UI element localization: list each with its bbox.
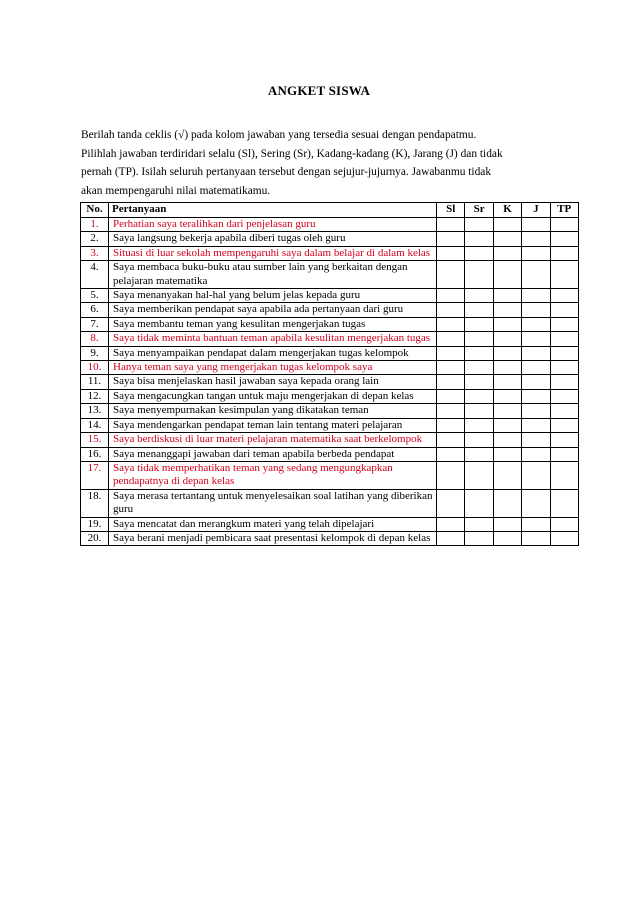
answer-cell-j[interactable] xyxy=(522,517,550,531)
answer-cell-sr[interactable] xyxy=(465,489,493,517)
answer-cell-tp[interactable] xyxy=(550,489,578,517)
answer-cell-k[interactable] xyxy=(493,447,521,461)
row-number: 2. xyxy=(81,232,109,246)
answer-cell-sr[interactable] xyxy=(465,433,493,447)
answer-cell-sr[interactable] xyxy=(465,389,493,403)
answer-cell-j[interactable] xyxy=(522,404,550,418)
answer-cell-k[interactable] xyxy=(493,517,521,531)
question-text: Saya memberikan pendapat saya apabila ada pertanyaan dari guru xyxy=(109,303,437,317)
answer-cell-sl[interactable] xyxy=(437,433,465,447)
answer-cell-j[interactable] xyxy=(522,317,550,331)
answer-cell-sl[interactable] xyxy=(437,317,465,331)
row-number: 12. xyxy=(81,389,109,403)
answer-cell-sr[interactable] xyxy=(465,418,493,432)
answer-cell-k[interactable] xyxy=(493,289,521,303)
answer-cell-sr[interactable] xyxy=(465,447,493,461)
question-text: Saya menyampaikan pendapat dalam mengerjakan tugas kelompok xyxy=(109,346,437,360)
answer-cell-k[interactable] xyxy=(493,489,521,517)
answer-cell-tp[interactable] xyxy=(550,289,578,303)
answer-cell-j[interactable] xyxy=(522,375,550,389)
answer-cell-j[interactable] xyxy=(522,261,550,289)
answer-cell-tp[interactable] xyxy=(550,517,578,531)
header-k: K xyxy=(493,203,521,218)
answer-cell-sl[interactable] xyxy=(437,303,465,317)
answer-cell-sl[interactable] xyxy=(437,332,465,346)
answer-cell-sl[interactable] xyxy=(437,218,465,232)
row-number: 6. xyxy=(81,303,109,317)
answer-cell-k[interactable] xyxy=(493,332,521,346)
answer-cell-j[interactable] xyxy=(522,246,550,260)
answer-cell-tp[interactable] xyxy=(550,261,578,289)
question-text: Saya menanyakan hal-hal yang belum jelas kepada guru xyxy=(109,289,437,303)
table-row xyxy=(81,346,579,360)
question-text: Hanya teman saya yang mengerjakan tugas kelompok saya xyxy=(109,361,437,375)
row-number: 3. xyxy=(81,246,109,260)
answer-cell-j[interactable] xyxy=(522,289,550,303)
answer-cell-sl[interactable] xyxy=(437,461,465,489)
row-number: 13. xyxy=(81,404,109,418)
row-number: 10. xyxy=(81,361,109,375)
answer-cell-k[interactable] xyxy=(493,232,521,246)
table-row xyxy=(81,303,579,317)
answer-cell-tp[interactable] xyxy=(550,346,578,360)
answer-cell-j[interactable] xyxy=(522,361,550,375)
answer-cell-k[interactable] xyxy=(493,317,521,331)
answer-cell-k[interactable] xyxy=(493,303,521,317)
table-row xyxy=(81,517,579,531)
answer-cell-j[interactable] xyxy=(522,218,550,232)
table-row xyxy=(81,232,579,246)
answer-cell-sr[interactable] xyxy=(465,232,493,246)
answer-cell-sr[interactable] xyxy=(465,332,493,346)
answer-cell-tp[interactable] xyxy=(550,418,578,432)
question-text: Situasi di luar sekolah mempengaruhi saya dalam belajar di dalam kelas xyxy=(109,246,437,260)
answer-cell-sr[interactable] xyxy=(465,461,493,489)
row-number: 17. xyxy=(81,461,109,489)
answer-cell-sr[interactable] xyxy=(465,404,493,418)
answer-cell-j[interactable] xyxy=(522,461,550,489)
table-row xyxy=(81,289,579,303)
row-number: 20. xyxy=(81,531,109,545)
instructions-line-4: akan mempengaruhi nilai matematikamu. xyxy=(81,184,271,197)
header-sr: Sr xyxy=(465,203,493,218)
answer-cell-k[interactable] xyxy=(493,218,521,232)
answer-cell-sr[interactable] xyxy=(465,317,493,331)
answer-cell-sr[interactable] xyxy=(465,218,493,232)
answer-cell-sr[interactable] xyxy=(465,246,493,260)
question-text: Saya membantu teman yang kesulitan mengerjakan tugas xyxy=(109,317,437,331)
answer-cell-sr[interactable] xyxy=(465,303,493,317)
header-sl: Sl xyxy=(437,203,465,218)
answer-cell-tp[interactable] xyxy=(550,232,578,246)
question-text: Perhatian saya teralihkan dari penjelasan guru xyxy=(109,218,437,232)
row-number: 8. xyxy=(81,332,109,346)
row-number: 14. xyxy=(81,418,109,432)
answer-cell-tp[interactable] xyxy=(550,404,578,418)
question-text: Saya membaca buku-buku atau sumber lain yang berkaitan dengan pelajaran matematika xyxy=(109,261,437,289)
answer-cell-tp[interactable] xyxy=(550,303,578,317)
answer-cell-tp[interactable] xyxy=(550,531,578,545)
row-number: 5. xyxy=(81,289,109,303)
table-row xyxy=(81,531,579,545)
answer-cell-sr[interactable] xyxy=(465,261,493,289)
answer-cell-sl[interactable] xyxy=(437,389,465,403)
question-text: Saya merasa tertantang untuk menyelesaikan soal latihan yang diberikan guru xyxy=(109,489,437,517)
answer-cell-tp[interactable] xyxy=(550,461,578,489)
answer-cell-sl[interactable] xyxy=(437,447,465,461)
answer-cell-tp[interactable] xyxy=(550,375,578,389)
answer-cell-sl[interactable] xyxy=(437,517,465,531)
answer-cell-tp[interactable] xyxy=(550,447,578,461)
table-row xyxy=(81,389,579,403)
answer-cell-sl[interactable] xyxy=(437,531,465,545)
question-text: Saya langsung bekerja apabila diberi tugas oleh guru xyxy=(109,232,437,246)
answer-cell-k[interactable] xyxy=(493,461,521,489)
answer-cell-sl[interactable] xyxy=(437,489,465,517)
answer-cell-k[interactable] xyxy=(493,389,521,403)
instructions-line-2: Pilihlah jawaban terdiridari selalu (Sl), Sering (Sr), Kadang-kadang (K), Jarang (J) dan tidak xyxy=(81,147,503,160)
answer-cell-sr[interactable] xyxy=(465,361,493,375)
table-row xyxy=(81,461,579,489)
answer-cell-k[interactable] xyxy=(493,261,521,289)
row-number: 15. xyxy=(81,433,109,447)
answer-cell-k[interactable] xyxy=(493,246,521,260)
row-number: 4. xyxy=(81,261,109,289)
row-number: 19. xyxy=(81,517,109,531)
row-number: 11. xyxy=(81,375,109,389)
table-row xyxy=(81,418,579,432)
answer-cell-sr[interactable] xyxy=(465,517,493,531)
question-text: Saya menyempurnakan kesimpulan yang dikatakan teman xyxy=(109,404,437,418)
answer-cell-k[interactable] xyxy=(493,375,521,389)
answer-cell-j[interactable] xyxy=(522,346,550,360)
answer-cell-sl[interactable] xyxy=(437,418,465,432)
answer-cell-tp[interactable] xyxy=(550,317,578,331)
table-row xyxy=(81,218,579,232)
answer-cell-sl[interactable] xyxy=(437,289,465,303)
table-row xyxy=(81,404,579,418)
answer-cell-j[interactable] xyxy=(522,232,550,246)
table-header-row xyxy=(81,203,579,218)
table-row xyxy=(81,261,579,289)
row-number: 1. xyxy=(81,218,109,232)
answer-cell-sl[interactable] xyxy=(437,261,465,289)
answer-cell-sr[interactable] xyxy=(465,346,493,360)
questionnaire-table xyxy=(80,202,579,546)
question-text: Saya berdiskusi di luar materi pelajaran matematika saat berkelompok xyxy=(109,433,437,447)
question-text: Saya tidak memperhatikan teman yang sedang mengungkapkan pendapatnya di depan kelas xyxy=(109,461,437,489)
page-title: ANGKET SISWA xyxy=(267,83,371,98)
answer-cell-tp[interactable] xyxy=(550,332,578,346)
question-text: Saya berani menjadi pembicara saat presentasi kelompok di depan kelas xyxy=(109,531,437,545)
header-j: J xyxy=(522,203,550,218)
question-text: Saya mengacungkan tangan untuk maju mengerjakan di depan kelas xyxy=(109,389,437,403)
answer-cell-sr[interactable] xyxy=(465,289,493,303)
answer-cell-sl[interactable] xyxy=(437,232,465,246)
row-number: 18. xyxy=(81,489,109,517)
answer-cell-tp[interactable] xyxy=(550,433,578,447)
table-row xyxy=(81,361,579,375)
answer-cell-j[interactable] xyxy=(522,418,550,432)
table-row xyxy=(81,246,579,260)
answer-cell-k[interactable] xyxy=(493,346,521,360)
row-number: 16. xyxy=(81,447,109,461)
table-row xyxy=(81,433,579,447)
answer-cell-j[interactable] xyxy=(522,332,550,346)
answer-cell-tp[interactable] xyxy=(550,246,578,260)
header-question: Pertanyaan xyxy=(109,203,437,218)
instructions-line-3: pernah (TP). Isilah seluruh pertanyaan tersebut dengan sejujur-jujurnya. Jawabanmu tidak xyxy=(81,166,492,178)
answer-cell-k[interactable] xyxy=(493,418,521,432)
answer-cell-sl[interactable] xyxy=(437,246,465,260)
row-number: 7. xyxy=(81,317,109,331)
instructions-line-1: Berilah tanda ceklis (√) pada kolom jawaban yang tersedia sesuai dengan pendapatmu. xyxy=(81,129,477,141)
answer-cell-j[interactable] xyxy=(522,389,550,403)
answer-cell-sl[interactable] xyxy=(437,361,465,375)
question-text: Saya mendengarkan pendapat teman lain tentang materi pelajaran xyxy=(109,418,437,432)
answer-cell-j[interactable] xyxy=(522,303,550,317)
answer-cell-k[interactable] xyxy=(493,531,521,545)
answer-cell-j[interactable] xyxy=(522,531,550,545)
answer-cell-sr[interactable] xyxy=(465,375,493,389)
question-text: Saya tidak meminta bantuan teman apabila kesulitan mengerjakan tugas xyxy=(109,332,437,346)
table-row xyxy=(81,375,579,389)
answer-cell-sl[interactable] xyxy=(437,346,465,360)
header-no: No. xyxy=(81,203,109,218)
question-text: Saya bisa menjelaskan hasil jawaban saya kepada orang lain xyxy=(109,375,437,389)
answer-cell-sl[interactable] xyxy=(437,375,465,389)
answer-cell-k[interactable] xyxy=(493,433,521,447)
table-row xyxy=(81,489,579,517)
table-row xyxy=(81,447,579,461)
answer-cell-tp[interactable] xyxy=(550,361,578,375)
question-text: Saya menanggapi jawaban dari teman apabila berbeda pendapat xyxy=(109,447,437,461)
answer-cell-j[interactable] xyxy=(522,489,550,517)
answer-cell-j[interactable] xyxy=(522,447,550,461)
answer-cell-tp[interactable] xyxy=(550,218,578,232)
answer-cell-j[interactable] xyxy=(522,433,550,447)
answer-cell-sr[interactable] xyxy=(465,531,493,545)
answer-cell-k[interactable] xyxy=(493,404,521,418)
table-row xyxy=(81,317,579,331)
answer-cell-tp[interactable] xyxy=(550,389,578,403)
row-number: 9. xyxy=(81,346,109,360)
instructions xyxy=(81,126,561,200)
answer-cell-sl[interactable] xyxy=(437,404,465,418)
table-row xyxy=(81,332,579,346)
question-text: Saya mencatat dan merangkum materi yang telah dipelajari xyxy=(109,517,437,531)
answer-cell-k[interactable] xyxy=(493,361,521,375)
header-tp: TP xyxy=(550,203,578,218)
